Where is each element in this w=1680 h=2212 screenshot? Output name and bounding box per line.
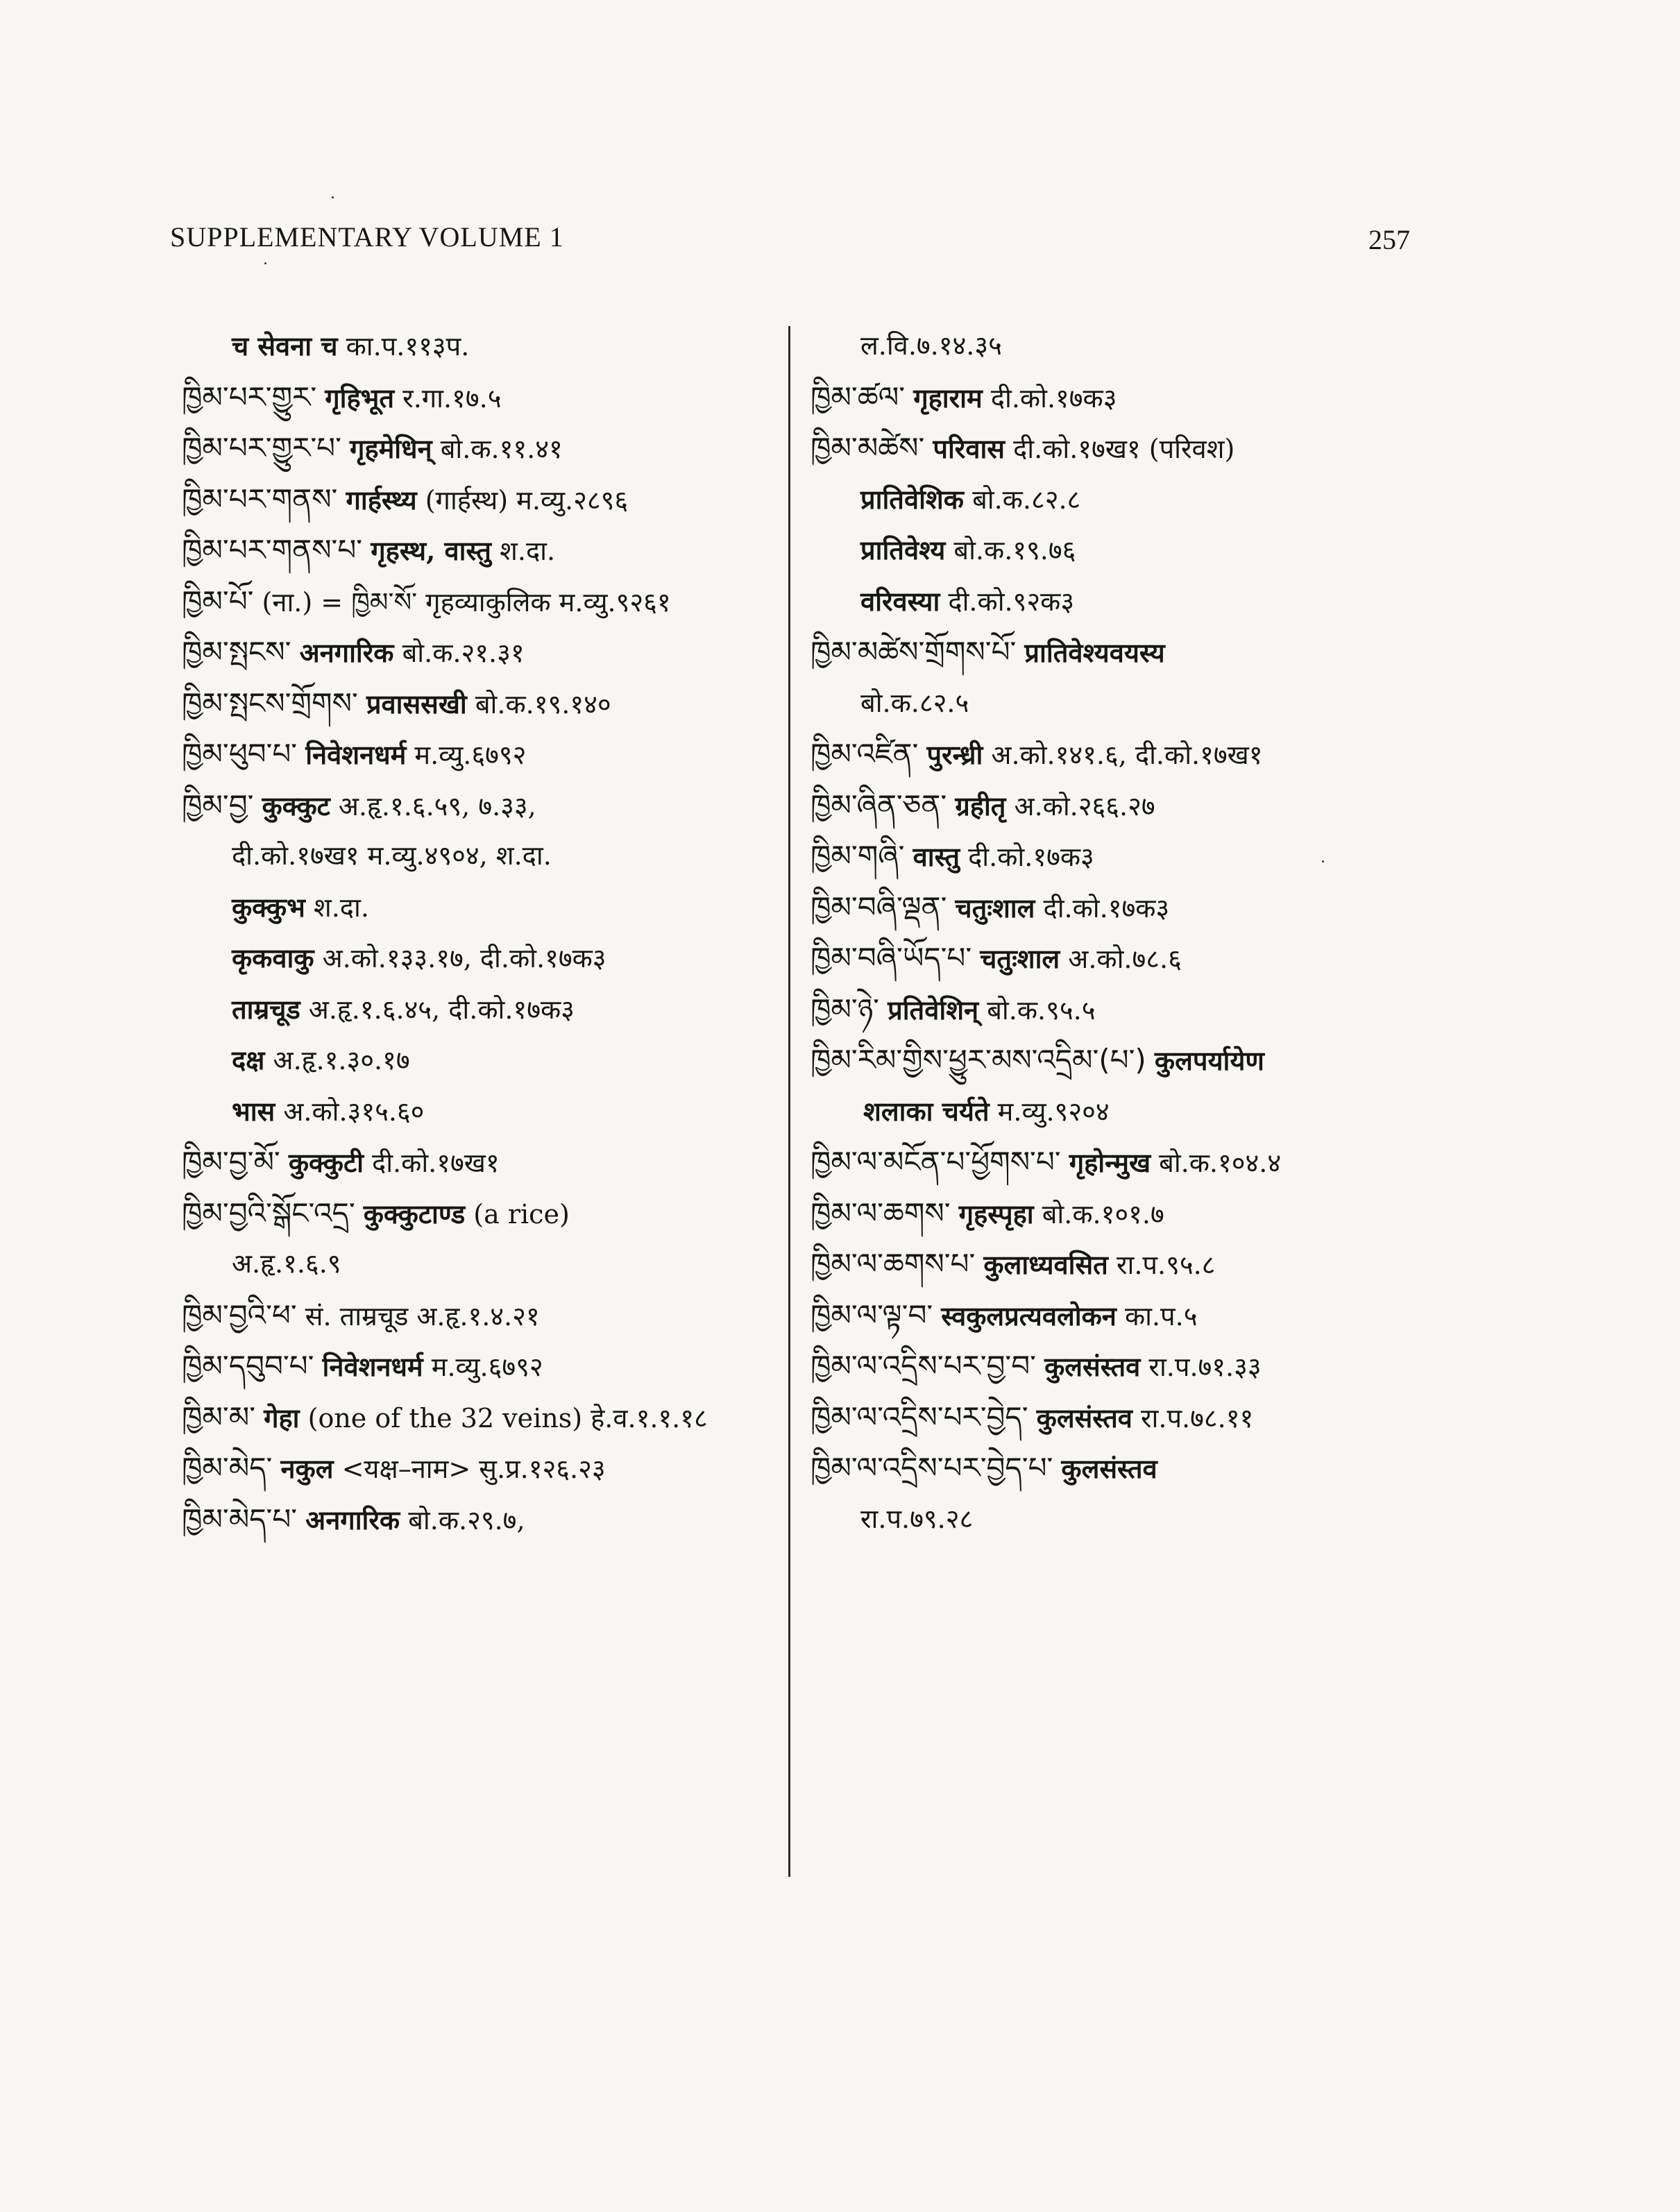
entry-line [811, 831, 1421, 882]
entry-line [182, 1443, 779, 1494]
tibetan-headword: ཁྱིམ་བྱའི་སྒོང་འདྲ་ [182, 1196, 355, 1230]
entry-line [182, 1494, 779, 1545]
source-reference: दी.को.१७ख१ म.व्यु.४९०४, श.दा. [232, 840, 552, 871]
tibetan-headword: ཁྱིམ་ལ་མངོན་པ་ཕྱོགས་པ་ [811, 1145, 1061, 1179]
entry-line [182, 372, 779, 423]
sanskrit-equivalent: गृहस्थ, वास्तु [371, 535, 491, 566]
sanskrit-equivalent: ग्रहीतृ [955, 790, 1006, 822]
entry-line [811, 423, 1421, 474]
source-reference: म.व्यु.६७९२ [414, 740, 527, 770]
sanskrit-equivalent: कुक्कुट [262, 790, 330, 822]
entry-line [182, 882, 779, 933]
tibetan-headword: ཁྱིམ་དབུབ་པ་ [182, 1349, 314, 1383]
source-reference: अ.को.२६६.२७ [1014, 790, 1155, 822]
source-reference: बो.क.८२.५ [860, 687, 969, 718]
source-reference: ल.वि.७.१४.३५ [860, 330, 1002, 361]
sanskrit-equivalent: प्रवाससखी [366, 688, 467, 720]
entry-line [182, 1290, 779, 1341]
tibetan-headword: ཁྱིམ་འཛིན་ [811, 737, 919, 771]
source-reference: र.गा.१७.५ [402, 382, 502, 414]
sanskrit-equivalent: गेहा [264, 1402, 300, 1433]
entry-line [811, 882, 1421, 933]
source-reference: अ.हृ.१.३०.१७ [273, 1045, 410, 1075]
entry-line [811, 780, 1421, 831]
entry-line [811, 627, 1421, 678]
entry-line [811, 321, 1421, 372]
left-column [182, 321, 779, 1545]
entry-line [182, 525, 779, 576]
entry-line [182, 933, 779, 984]
sanskrit-equivalent: चतुःशाल [955, 892, 1035, 924]
entry-line [811, 1290, 1421, 1341]
tibetan-headword: ཁྱིམ་བྱ་ [182, 788, 254, 822]
source-reference: सं. ताम्रचूड अ.हृ.१.४.२१ [305, 1300, 540, 1332]
sanskrit-equivalent: अनगारिक [305, 1504, 400, 1535]
entry-line [182, 1392, 779, 1443]
sanskrit-equivalent: वास्तु [913, 841, 960, 872]
sanskrit-equivalent: कुलाध्यवसित [983, 1249, 1108, 1280]
sanskrit-equivalent: नकुल [280, 1453, 334, 1484]
sanskrit-equivalent: निवेशनधर्म [305, 739, 407, 770]
sanskrit-equivalent: गार्हस्थ्य [346, 484, 417, 516]
tibetan-headword: ཁྱིམ་ལ་འདྲིས་པར་བྱེད་ [811, 1399, 1028, 1434]
sanskrit-equivalent: गृहोन्मुख [1069, 1147, 1151, 1178]
entry-line [182, 1137, 779, 1188]
scan-speck [264, 262, 266, 264]
sanskrit-equivalent: प्रातिवेश्य [860, 534, 946, 565]
source-reference: बो.क.२१.३१ [402, 638, 525, 668]
tibetan-headword: ཁྱིམ་ལ་འདྲིས་པར་བྱ་བ་ [811, 1349, 1036, 1383]
source-reference: बो.क.११.४१ [440, 434, 563, 464]
source-reference: अ.हृ.१.६.४५, दी.को.१७क३ [308, 994, 575, 1025]
source-reference: अ.को.७८.६ [1068, 944, 1182, 974]
tibetan-headword: ཁྱིམ་མེད་ [182, 1451, 273, 1485]
tibetan-headword: ཁྱིམ་པར་གྱུར་ [182, 380, 317, 414]
source-reference: का.प.५ [1124, 1300, 1198, 1332]
entry-line [182, 1188, 779, 1239]
entry-line [182, 678, 779, 729]
source-reference: बो.क.१०४.४ [1159, 1148, 1282, 1178]
entry-line [182, 729, 779, 780]
source-reference: (one of the 32 veins) हे.व.१.१.१८ [307, 1402, 708, 1433]
entry-line [811, 729, 1421, 780]
tibetan-headword: ཁྱིམ་སྤངས་ [182, 635, 291, 669]
tibetan-headword: ཁྱིམ་མེད་པ་ [182, 1501, 298, 1536]
sanskrit-equivalent: अनगारिक [299, 637, 394, 668]
entry-line [182, 321, 779, 372]
tibetan-headword: ཁྱིམ་རིམ་གྱིས་ཕྱུར་མས་འདྲིམ་(པ་) [811, 1043, 1146, 1077]
tibetan-headword: ཁྱིམ་ཉེ་ [811, 992, 879, 1026]
entry-line [811, 1443, 1421, 1494]
source-reference: श.दा. [500, 536, 556, 566]
entry-line [811, 474, 1421, 525]
scan-speck [1322, 860, 1324, 862]
entry-line [811, 933, 1421, 984]
column-divider [788, 326, 790, 1877]
right-column [811, 321, 1421, 1545]
sanskrit-equivalent: गृहस्पृहा [958, 1198, 1034, 1230]
source-reference: (a rice) [473, 1198, 570, 1230]
entry-line [811, 1392, 1421, 1443]
source-reference: अ.हृ.१.६.९ [232, 1248, 341, 1279]
sanskrit-equivalent: गृहिभूत [325, 382, 395, 414]
source-reference: बो.क.८२.८ [972, 484, 1081, 515]
sanskrit-equivalent: कुक्कुभ [232, 891, 305, 923]
sanskrit-equivalent: दक्ष [232, 1044, 265, 1075]
source-reference: म.व्यु.६७९२ [431, 1352, 543, 1382]
tibetan-headword: ཁྱིམ་གཞི་ [811, 839, 905, 873]
source-reference: बो.क.१९.७६ [953, 535, 1076, 565]
sanskrit-equivalent: कुलसंस्तव [1061, 1453, 1157, 1484]
source-reference: श.दा. [313, 892, 369, 923]
source-reference: बो.क.१०१.७ [1042, 1198, 1164, 1230]
source-reference: बो.क.९५.५ [987, 994, 1096, 1026]
sanskrit-equivalent: कृकवाकु [232, 942, 314, 973]
entry-line [811, 1188, 1421, 1239]
source-reference: दी.को.९२क३ [948, 586, 1075, 617]
source-reference: अ.हृ.१.६.५९, ७.३३, [338, 790, 536, 822]
sanskrit-equivalent: कुलसंस्तव [1044, 1351, 1141, 1382]
sanskrit-equivalent: वरिवस्या [860, 585, 940, 617]
sanskrit-equivalent: कुलसंस्तव [1036, 1402, 1132, 1433]
tibetan-headword: ཁྱིམ་བྱའི་ཕ་ [182, 1298, 297, 1332]
entry-line [811, 1341, 1421, 1392]
entry-line [811, 525, 1421, 576]
sanskrit-equivalent: चतुःशाल [980, 943, 1060, 974]
entry-line [811, 1239, 1421, 1290]
tibetan-headword: ཁྱིམ་མ་ [182, 1399, 256, 1434]
sanskrit-equivalent: प्रातिवेशिक [860, 483, 964, 515]
sanskrit-equivalent: कुक्कुटी [288, 1147, 364, 1178]
source-reference: रा.प.७९.२८ [860, 1503, 974, 1534]
entry-line [182, 1035, 779, 1086]
entry-line [182, 1086, 779, 1137]
source-reference: <यक्ष–नाम> सु.प्र.१२६.२३ [341, 1454, 606, 1484]
tibetan-headword: ཁྱིམ་ཚལ་ [811, 380, 906, 414]
tibetan-headword: ཁྱིམ་བྱ་མོ་ [182, 1145, 280, 1179]
tibetan-headword: ཁྱིམ་ལ་ཆགས་པ་ [811, 1247, 976, 1281]
tibetan-headword: ཁྱིམ་པར་གནས་ [182, 482, 338, 516]
source-reference: दी.को.१७ख१ (परिवश) [1013, 434, 1235, 464]
sanskrit-equivalent: पुरन्ध्री [926, 739, 983, 770]
source-reference: रा.प.७१.३३ [1148, 1352, 1262, 1382]
entry-line [182, 1341, 779, 1392]
entry-line [182, 984, 779, 1035]
entry-line [811, 576, 1421, 627]
sanskrit-equivalent: च सेवना च [232, 330, 338, 361]
scan-speck [332, 196, 334, 198]
entry-line [811, 678, 1421, 729]
tibetan-headword: ཁྱིམ་མཚེས་གྲོགས་པོ་ [811, 635, 1017, 669]
source-reference: (ना.) = ཁྱིམ་སོ་ गृहव्याकुलिक म.व्यु.९२६१ [262, 586, 671, 618]
entry-line [811, 1086, 1421, 1137]
source-reference: दी.को.१७क३ [990, 382, 1117, 414]
sanskrit-equivalent: परिवास [933, 433, 1005, 464]
entry-line [811, 1137, 1421, 1188]
tibetan-headword: ཁྱིམ་ལ་ལྟ་བ་ [811, 1298, 933, 1332]
page-number: 257 [1368, 224, 1410, 255]
entry-line [811, 1494, 1421, 1545]
tibetan-headword: ཁྱིམ་ཕུབ་པ་ [182, 737, 298, 771]
source-reference: रा.प.९५.८ [1116, 1250, 1216, 1280]
entry-line [182, 474, 779, 525]
source-reference: बो.क.२९.७, [408, 1504, 525, 1535]
entry-line [811, 372, 1421, 423]
source-reference: का.प.११३प. [346, 331, 470, 361]
source-reference: दी.को.१७क३ [968, 842, 1094, 872]
sanskrit-equivalent: प्रतिवेशिन् [888, 994, 979, 1026]
source-reference: अ.को.१३३.१७, दी.को.१७क३ [322, 943, 606, 973]
entry-line [811, 1035, 1421, 1086]
tibetan-headword: ཁྱིམ་ཞིན་ཅན་ [811, 788, 947, 822]
entry-line [182, 1239, 779, 1290]
sanskrit-equivalent: प्रातिवेश्यवयस्य [1024, 637, 1165, 668]
sanskrit-equivalent: कुक्कुटाण्ड [363, 1198, 466, 1230]
source-reference: दी.को.१७ख१ [372, 1148, 500, 1178]
source-reference: (गार्हस्थ) म.व्यु.२८९६ [425, 484, 629, 516]
running-head: SUPPLEMENTARY VOLUME 1 [170, 221, 564, 253]
tibetan-headword: ཁྱིམ་བཞི་ཡོད་པ་ [811, 941, 972, 975]
source-reference: अ.को.३१५.६० [283, 1096, 425, 1127]
entry-line [811, 984, 1421, 1035]
source-reference: म.व्यु.९२०४ [997, 1096, 1110, 1127]
sanskrit-equivalent: निवेशनधर्म [322, 1351, 423, 1382]
entry-line [182, 576, 779, 627]
tibetan-headword: ཁྱིམ་མཚེས་ [811, 431, 925, 465]
sanskrit-equivalent: स्वकुलप्रत्यवलोकन [941, 1300, 1117, 1332]
entry-line [182, 831, 779, 882]
source-reference: रा.प.७८.११ [1140, 1402, 1254, 1433]
tibetan-headword: ཁྱིམ་ལ་འདྲིས་པར་བྱེད་པ་ [811, 1451, 1053, 1485]
sanskrit-equivalent: कुलपर्यायेण [1154, 1045, 1264, 1076]
tibetan-headword: ཁྱིམ་པར་གནས་པ་ [182, 533, 363, 567]
tibetan-headword: ཁྱིམ་བཞི་ལྡན་ [811, 890, 947, 924]
sanskrit-equivalent: गृहाराम [913, 382, 983, 414]
source-reference: अ.को.१४१.६, दी.को.१७ख१ [991, 740, 1263, 770]
entry-line [182, 627, 779, 678]
sanskrit-equivalent: भास [232, 1095, 275, 1127]
source-reference: दी.को.१७क३ [1043, 892, 1170, 924]
tibetan-headword: ཁྱིམ་པར་གྱུར་པ་ [182, 431, 341, 465]
tibetan-headword: ཁྱིམ་སྤངས་གྲོགས་ [182, 686, 358, 720]
sanskrit-equivalent: शलाका चर्यते [863, 1095, 990, 1127]
tibetan-headword: ཁྱིམ་ལ་ཆགས་ [811, 1196, 951, 1230]
tibetan-headword: ཁྱིམ་པོ་ [182, 584, 254, 618]
source-reference: बो.क.१९.१४० [475, 688, 611, 720]
sanskrit-equivalent: गृहमेधिन् [350, 433, 432, 464]
entry-line [182, 423, 779, 474]
sanskrit-equivalent: ताम्रचूड [232, 993, 300, 1025]
entry-line [182, 780, 779, 831]
